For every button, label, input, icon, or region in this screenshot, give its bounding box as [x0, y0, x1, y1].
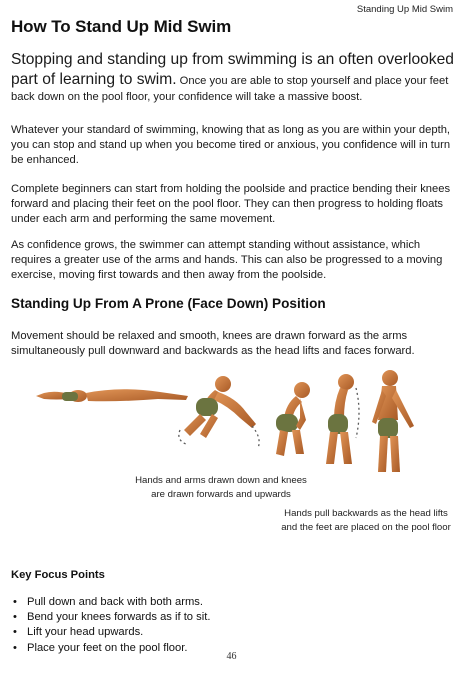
section-subheading: Standing Up From A Prone (Face Down) Position — [11, 296, 326, 311]
crouch-figure — [276, 382, 310, 456]
stand-up-sequence-figure — [0, 368, 463, 478]
motion-dots — [356, 388, 359, 438]
movement-paragraph: Movement should be relaxed and smooth, knees are drawn forward as the arms simultaneously pull downward and backwards as the head lifts and faces forward. — [11, 330, 415, 357]
motion-dots — [252, 426, 259, 448]
key-focus-heading: Key Focus Points — [11, 569, 105, 581]
page-title: How To Stand Up Mid Swim — [11, 17, 232, 36]
list-item: • Bend your knees forwards as if to sit. — [11, 610, 210, 625]
standing-figure — [372, 370, 414, 472]
motion-dots — [179, 430, 186, 444]
key-focus-list — [11, 595, 210, 656]
swimmer-illustration — [0, 368, 463, 478]
prone-swimmer-figure — [36, 389, 188, 402]
knees-drawn-figure — [184, 376, 256, 438]
intro-paragraph — [11, 50, 455, 105]
intro-rest: Once you are able to stop yourself and place your feet back down on the pool floor, your confidence will take a massive boost. — [11, 75, 449, 103]
paragraph-confidence: As confidence grows, the swimmer can attempt standing without assistance, which requires a greater use of the arms and hands. This can also be progressed to a moving exercise, moving first towards and then away from the poolside. — [11, 239, 443, 281]
page-number: 46 — [226, 651, 237, 662]
running-header: Standing Up Mid Swim — [356, 4, 453, 15]
paragraph-beginners: Complete beginners can start from holding the poolside and practice bending their knees forward and placing their feet on the pool floor. They can then progress to holding floats under each arm and performing the same movement. — [11, 183, 451, 225]
paragraph-standard: Whatever your standard of swimming, knowing that as long as you are within your depth, you can stop and stand up when you become tired or anxious, you confidence will in turn be enhanced. — [11, 124, 451, 166]
list-item: • Pull down and back with both arms. — [11, 595, 210, 610]
figure-caption-second: Hands pull backwards as the head lifts and the feet are placed on the pool floor — [281, 508, 451, 533]
figure-caption-first: Hands and arms drawn down and knees are drawn forwards and upwards — [135, 475, 307, 500]
list-item: • Lift your head upwards. — [11, 625, 210, 640]
rising-figure — [326, 374, 354, 464]
intro-lead: Stopping and standing up from swimming is an often overlooked part of learning to swim. — [11, 51, 454, 88]
list-item: • Place your feet on the pool floor. — [11, 641, 210, 656]
